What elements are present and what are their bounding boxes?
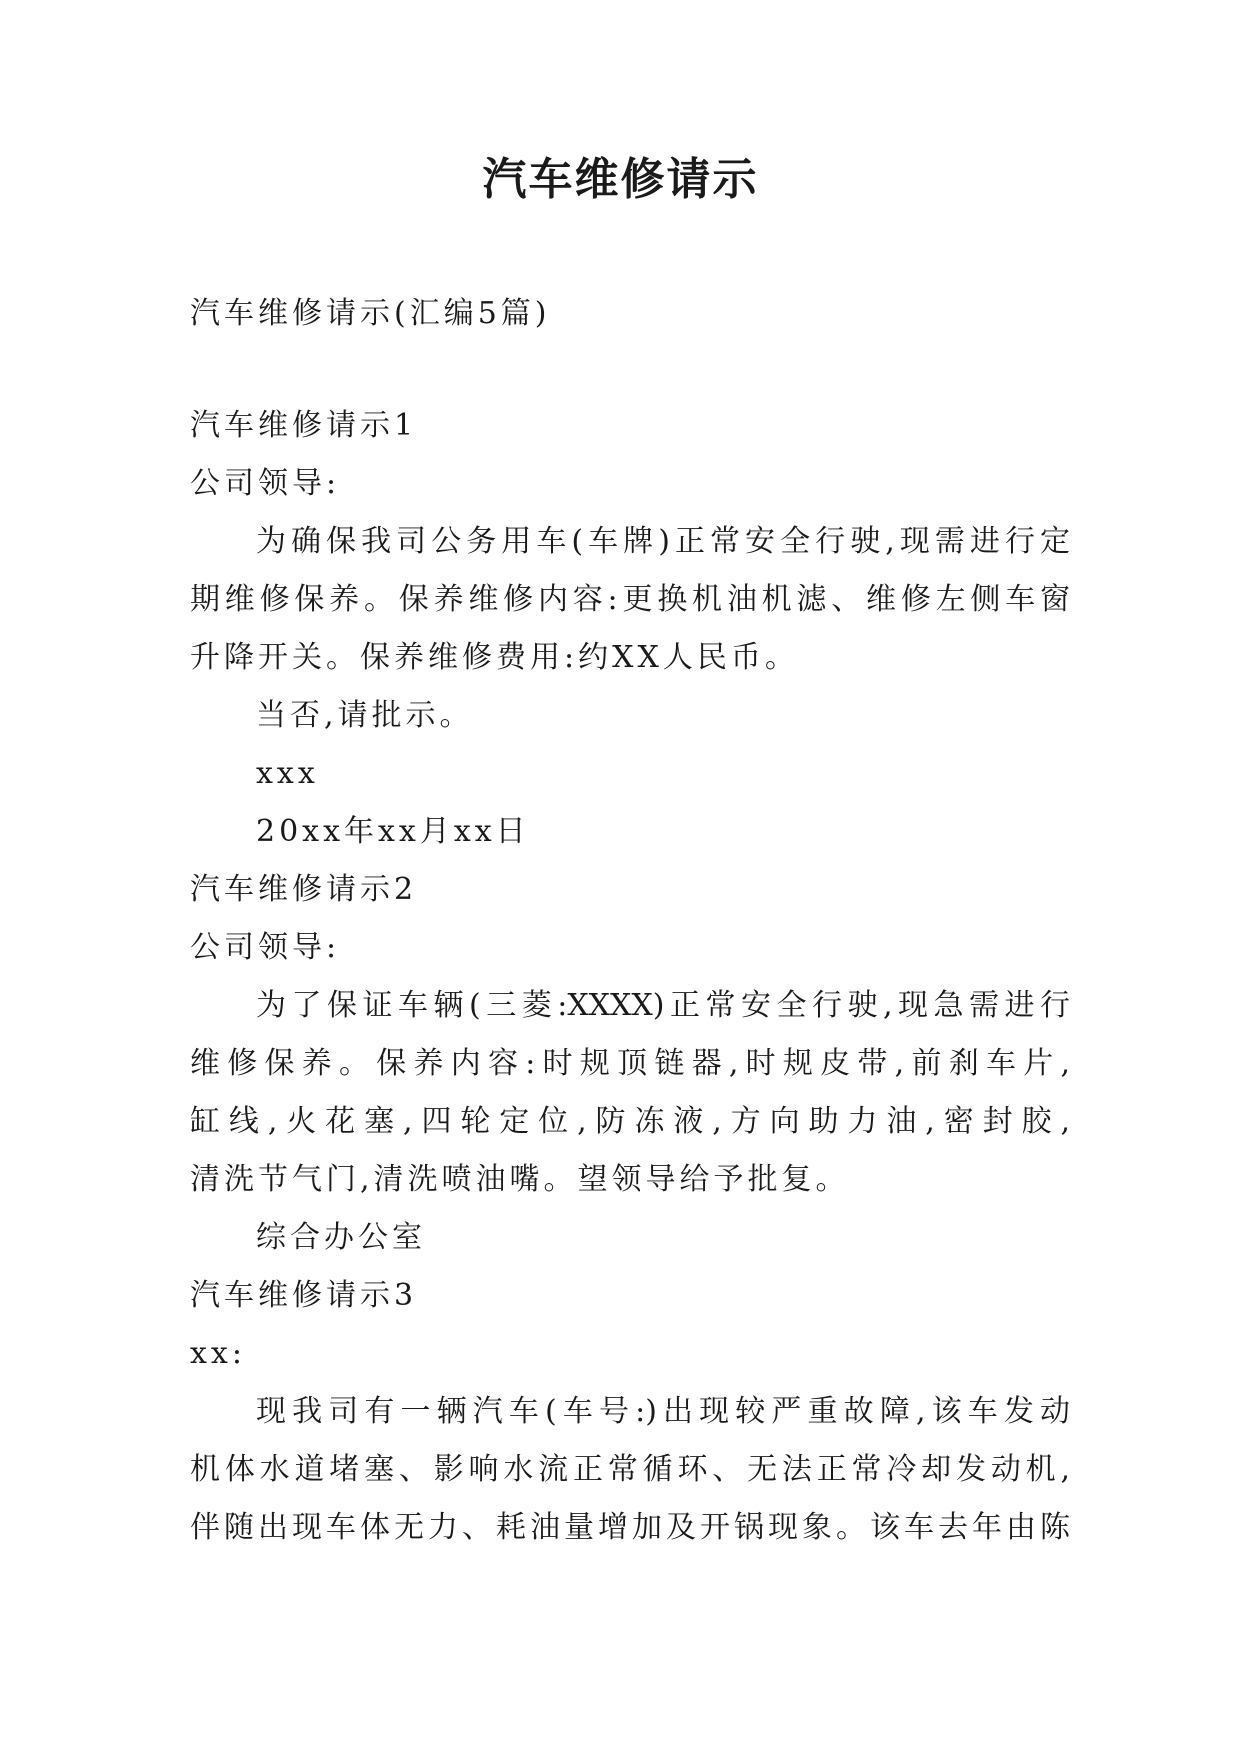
paragraph-line: 为确保我司公务用车(车牌)正常安全行驶,现需进行定 <box>256 524 1070 559</box>
salutation: xx: <box>190 1336 246 1371</box>
document-body <box>190 285 1070 1557</box>
section-3 <box>190 1267 1070 1557</box>
section-heading: 汽车维修请示1 <box>190 408 418 443</box>
salutation: 公司领导: <box>190 930 341 965</box>
paragraph-line: 现我司有一辆汽车(车号:)出现较严重故障,该车发动 <box>256 1394 1070 1429</box>
closing-line: 当否,请批示。 <box>256 698 474 733</box>
paragraph-line: 清洗节气门,清洗喷油嘴。望领导给予批复。 <box>190 1162 850 1197</box>
date-line: 20xx年xx月xx日 <box>256 814 530 849</box>
paragraph-line: 维修保养。保养内容:时规顶链器,时规皮带,前刹车片, <box>190 1046 1070 1081</box>
document-title: 汽车维修请示 <box>482 154 759 205</box>
paragraph-line: 缸线,火花塞,四轮定位,防冻液,方向助力油,密封胶, <box>190 1104 1070 1139</box>
paragraph-line: 升降开关。保养维修费用:约XX人民币。 <box>190 640 799 675</box>
document-subtitle: 汽车维修请示(汇编5篇) <box>190 296 551 331</box>
signer: 综合办公室 <box>256 1220 426 1255</box>
section-heading: 汽车维修请示3 <box>190 1278 418 1313</box>
signer: xxx <box>256 756 319 791</box>
paragraph-line: 机体水道堵塞、影响水流正常循环、无法正常冷却发动机, <box>190 1452 1070 1487</box>
paragraph-line: 伴随出现车体无力、耗油量增加及开锅现象。该车去年由陈 <box>190 1510 1070 1545</box>
salutation: 公司领导: <box>190 466 341 501</box>
paragraph-line: 期维修保养。保养维修内容:更换机油机滤、维修左侧车窗 <box>190 582 1070 617</box>
section-heading: 汽车维修请示2 <box>190 872 418 907</box>
section-1 <box>190 397 1070 861</box>
paragraph-line: 为了保证车辆(三菱:XXXX)正常安全行驶,现急需进行 <box>256 988 1070 1023</box>
section-2 <box>190 861 1070 1267</box>
